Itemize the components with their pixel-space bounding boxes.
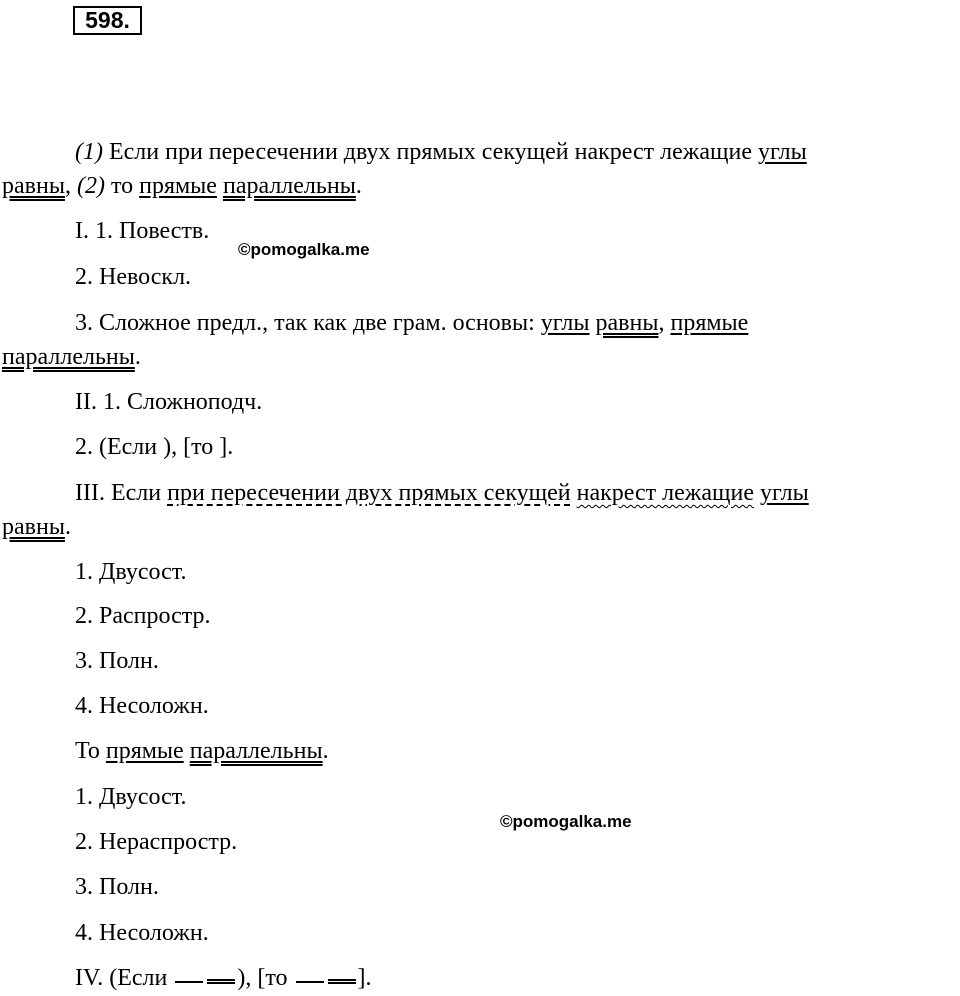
predicate-parallelny: параллельны [2, 344, 135, 370]
subject-blank [296, 981, 324, 983]
part3-line-1: III. Если при пересечении двух прямых секущей накрест лежащие углы [75, 480, 809, 506]
attribute: накрест лежащие [576, 480, 754, 506]
subject-ugly: углы [540, 310, 590, 336]
sentence-text: Если при пересечении двух прямых секущей накрест лежащие [102, 139, 759, 165]
part1-line-3: 3. Сложное предл., так как две грам. основы: углы равны, прямые [75, 310, 749, 336]
clause-marker-1: (1) [75, 139, 103, 165]
list-item: 4. Несоложн. [75, 693, 209, 719]
predicate-blank [207, 979, 235, 984]
clause-marker-2: (2) [76, 173, 105, 199]
part1-line-1: I. 1. Повеств. [75, 218, 210, 244]
part3-line-to: То прямые параллельны. [75, 738, 329, 764]
watermark: ©pomogalka.me [238, 240, 370, 259]
watermark: ©pomogalka.me [500, 812, 632, 831]
list-item: 3. Полн. [75, 874, 159, 900]
exercise-number: 598. [73, 6, 142, 35]
list-item: 1. Двусост. [75, 559, 187, 585]
part4-scheme: IV. (Если ), [то ]. [75, 965, 372, 991]
predicate-ravny: равны [2, 173, 65, 199]
subject-ugly: углы [760, 480, 809, 506]
subject-pryamye: прямые [105, 738, 184, 764]
subject-pryamye: прямые [670, 310, 749, 336]
sentence-line-1 [75, 137, 807, 167]
list-item: 2. Нераспростр. [75, 829, 238, 855]
part2-line-2: 2. (Если ), [то ]. [75, 434, 234, 460]
part3-line-2: равны. [2, 514, 71, 540]
part2-line-1: II. 1. Сложноподч. [75, 389, 263, 415]
predicate-parallelny: параллельны [189, 738, 323, 764]
predicate-ravny: равны [2, 514, 65, 540]
list-item: 2. Распростр. [75, 603, 211, 629]
subject-blank [175, 981, 203, 983]
predicate-ravny: равны [595, 310, 659, 336]
subject-ugly: углы [758, 139, 807, 165]
list-item: 4. Несоложн. [75, 920, 209, 946]
part1-line-4: параллельны. [2, 344, 141, 370]
predicate-blank [328, 979, 356, 984]
predicate-parallelny: параллельны [222, 173, 356, 199]
sentence-line-2: равны, (2) то прямые параллельны. [2, 173, 362, 199]
subject-pryamye: прямые [139, 173, 217, 199]
circumstance: при пересечении двух прямых секущей [167, 480, 571, 506]
list-item: 1. Двусост. [75, 784, 187, 810]
part1-line-2: 2. Невоскл. [75, 264, 192, 290]
list-item: 3. Полн. [75, 648, 159, 674]
